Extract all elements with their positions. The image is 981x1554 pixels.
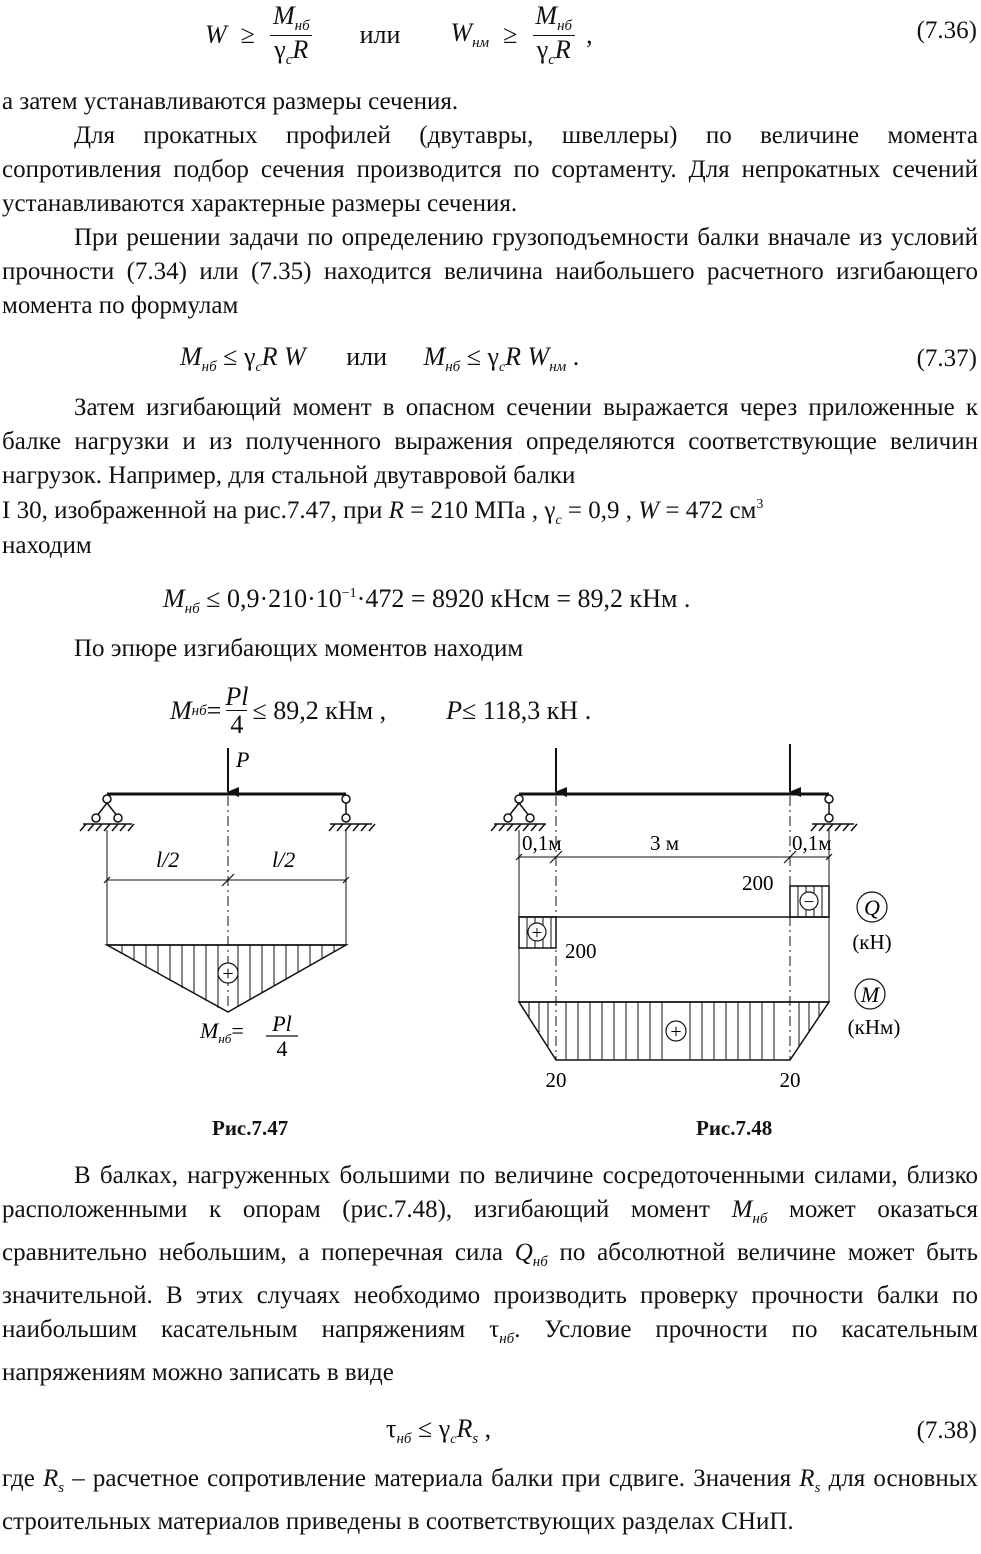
fig48-m-right-value: 20 [779,1068,801,1092]
fig47-left-support [80,795,134,831]
paragraph-4-line-3: находим [2,532,92,559]
eq-lhs-Wnm: $W_{нм}$ [450,17,490,51]
fig47-P-label: P [236,747,250,772]
paragraph-7: где $R_s$ – расчетное сопротивление материала балки при сдвиге. Значения $R_s$ для основных строительных материалов приведены в соответствующих разделах СНиП. [2,1465,979,1535]
equation-7-36: W ≥ $\frac{M_{нб}}{\gamma_cR}$ или $W_{нм}$ ≥ $\frac{M_{нб}}{\gamma_cR}$ , [205,0,593,68]
fig47-dim-half-right: l/2 [272,847,296,872]
fig48-q-minus: − [803,892,815,913]
fig48-q-plus: + [531,923,543,944]
figures [0,740,981,1150]
fig48-M-label: M [860,982,880,1007]
fig48-m-left-value: 20 [545,1068,567,1092]
fig47-dim-half-left: l/2 [156,847,180,872]
equation-7-38: $\tau_{нб} \le \gamma_cR_s$ , [386,1414,492,1447]
fig48-dim-right: 0,1м [792,831,832,855]
fig48-right-support [811,795,857,831]
figure-7-48 [491,744,900,1092]
equation-load: M нб = $\frac{Pl}{4}$ ≤ 89,2 кНм , P ≤ 118,3 кН . [170,681,592,739]
equation-7-37: $M_{нб} \le \gamma_cR$ W или $M_{нб} \le \gamma_cR$ $W_{нм}$ . [180,342,580,375]
fig47-right-support [329,795,375,831]
eq-rel: ≥ [240,20,255,49]
paragraph-3: При решении задачи по определению грузоподъемности балки вначале из условий прочности (7.34) или (7.35) находится величина наибольшего расчетного изгибающего момента по формулам [2,224,978,319]
eq-number-7-38: (7.38) [916,1417,977,1444]
fig47-M-label: $M_{нб}=$ [200,1018,244,1046]
paragraph-6: В балках, нагруженных большими по величине сосредоточенными силами, близко расположенными к опорам (рис.7.48), изгибающий момент $M_{нб}$ может оказаться сравнительно небольшим, а поперечная сила $Q_{нб}$ по абсолютной величине может быть значительной. В этих случаях необходимо производить проверку прочности балки по наибольшим касательным напряжениям $\tau_{нб}$. Условие прочности по касательным напряжениям можно записать в виде [2,1162,978,1386]
fig47-plus-sign: + [222,963,234,985]
paragraph-2: Для прокатных профилей (двутавры, швеллеры) по величине момента сопротивления подбор сечения производится по сортаменту. Для непрокатных сечений устанавливаются характерные размеры сечения. [2,122,978,217]
fig48-dim-mid: 3 м [650,831,680,855]
fig47-caption: Рис.7.47 [212,1116,289,1140]
paragraph-4-line-2: I 30, изображенной на рис.7.47, при R = 210 МПа , $\gamma_c = 0,9$ , W = 472 $см^3$ [2,497,764,528]
fig47-frac-num: Pl [272,1011,292,1036]
paragraph-5: По эпюре изгибающих моментов находим [74,635,524,662]
eq-fraction-2: $\frac{M_{нб}}{\gamma_cR}$ [531,2,576,68]
eq-or: или [359,20,401,49]
fig48-M-unit: (кНм) [847,1015,901,1039]
eq-fraction-1: $\frac{M_{нб}}{\gamma_cR}$ [269,2,314,68]
equation-calculation: $M_{нб} \le 0,9\cdot 210\cdot 10^{-1}\cdot 472 = 8920$ кНсм = 89,2 кНм . [163,584,691,617]
fig48-left-support [491,795,546,831]
eq-number-7-36: (7.36) [916,17,977,44]
fig48-caption: Рис.7.48 [696,1116,773,1140]
fig48-Q-unit: (кН) [852,930,892,954]
fig48-m-plus: + [670,1021,682,1043]
paragraph-1: а затем устанавливаются размеры сечения. [2,88,459,115]
figure-7-47 [80,747,375,1061]
paragraph-4: Затем изгибающий момент в опасном сечении выражается через приложенные к балке нагрузки и из полученного выражения определяются соответствующие величин нагрузок. Например, для стальной двутавровой балки [2,394,978,489]
fig48-q-bottom-value: 200 [565,939,597,963]
fig48-dim-left: 0,1м [522,831,562,855]
eq-lhs-W: W [205,20,227,49]
eq-number-7-37: (7.37) [916,345,977,372]
fig48-q-top-value: 200 [742,871,774,895]
fig48-Q-label: Q [864,895,880,920]
fig47-frac-den: 4 [276,1036,288,1061]
